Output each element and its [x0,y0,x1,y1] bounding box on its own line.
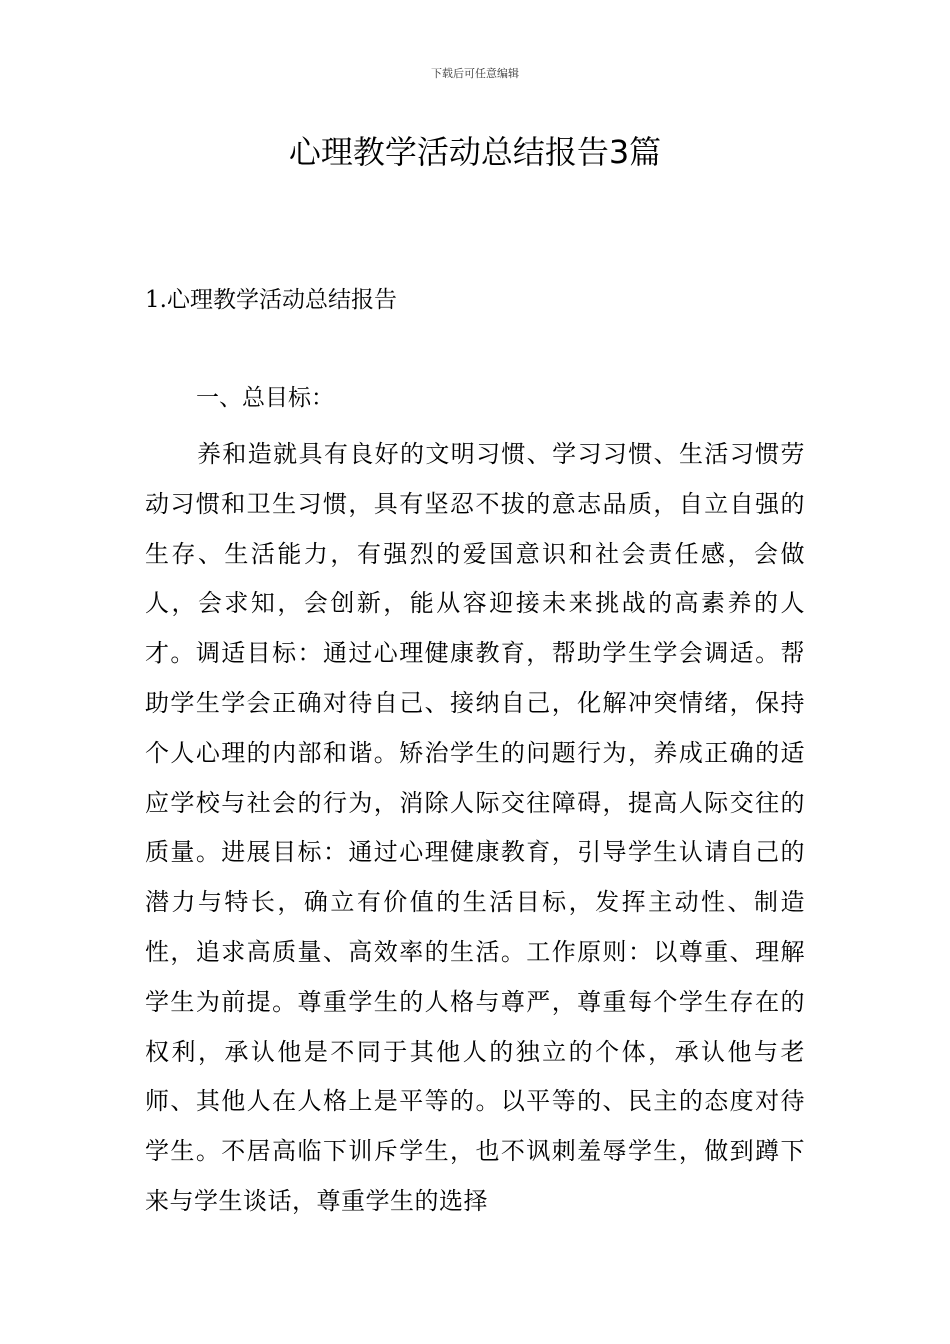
header-note: 下载后可任意编辑 [431,67,519,80]
section-heading: 1.心理教学活动总结报告 [145,287,397,313]
body-paragraph: 养和造就具有良好的文明习惯、学习习惯、生活习惯劳动习惯和卫生习惯，具有坚忍不拔的意志品质，自立自强的生存、生活能力，有强烈的爱国意识和社会责任感，会做人，会求知，会创新，能从容迎接未来挑战的高素养的人才。调适目标：通过心理健康教育，帮助学生学会调适。帮助学生学会正确对待自己、接纳自己，化解冲突情绪，保持个人心理的内部和谐。矫治学生的问题行为，养成正确的适应学校与社会的行为，消除人际交往障碍，提高人际交往的质量。进展目标：通过心理健康教育，引导学生认请自己的潜力与特长，确立有价值的生活目标，发挥主动性、制造性，追求高质量、高效率的生活。工作原则：以尊重、理解学生为前提。尊重学生的人格与尊严，尊重每个学生存在的权利，承认他是不同于其他人的独立的个体，承认他与老师、其他人在人格上是平等的。以平等的、民主的态度对待学生。不居高临下训斥学生，也不讽刺羞辱学生，做到蹲下来与学生谈话，尊重学生的选择 [145,440,805,1215]
sub-heading: 一、总目标： [196,385,334,411]
document-title: 心理教学活动总结报告3篇 [288,133,662,171]
